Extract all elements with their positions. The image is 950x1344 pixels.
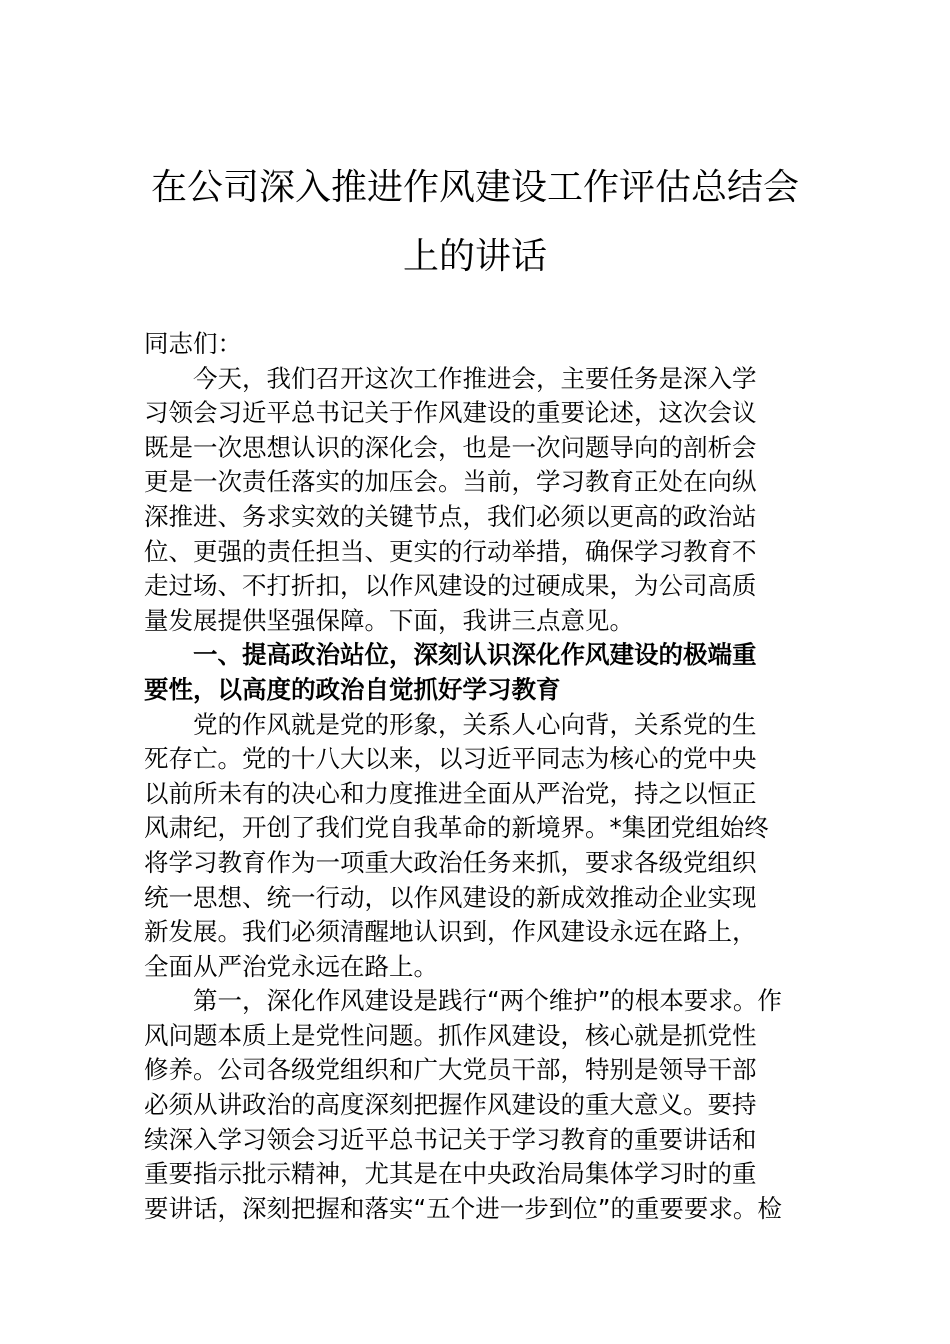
body-line: 死存亡。党的十八大以来，以习近平同志为核心的党中央 <box>144 744 757 774</box>
body-line: 风肃纪，开创了我们党自我革命的新境界。*集团党组始终 <box>144 813 769 843</box>
body-line: 续深入学习领会习近平总书记关于学习教育的重要讲话和 <box>144 1124 757 1154</box>
body-line: 必须从讲政治的高度深刻把握作风建设的重大意义。要持 <box>144 1090 757 1120</box>
document-title-line-2: 上的讲话 <box>402 236 547 277</box>
body-line: 走过场、不打折扣，以作风建设的过硬成果，为公司高质 <box>144 571 757 601</box>
body-line: 第一，深化作风建设是践行“两个维护”的根本要求。作 <box>193 986 782 1016</box>
body-line: 既是一次思想认识的深化会，也是一次问题导向的剖析会 <box>144 432 757 462</box>
body-line: 全面从严治党永远在路上。 <box>144 951 438 981</box>
body-line: 新发展。我们必须清醒地认识到，作风建设永远在路上， <box>144 917 757 947</box>
document-title-line-1: 在公司深入推进作风建设工作评估总结会 <box>150 167 799 208</box>
body-line: 以前所未有的决心和力度推进全面从严治党，持之以恒正 <box>144 778 757 808</box>
body-line: 同志们： <box>144 329 242 358</box>
body-line: 风问题本质上是党性问题。抓作风建设，核心就是抓党性 <box>144 1020 757 1050</box>
body-line: 修养。公司各级党组织和广大党员干部，特别是领导干部 <box>144 1055 757 1085</box>
body-line: 党的作风就是党的形象，关系人心向背，关系党的生 <box>193 709 757 739</box>
body-line: 重要指示批示精神，尤其是在中央政治局集体学习时的重 <box>144 1159 757 1189</box>
body-line: 今天，我们召开这次工作推进会，主要任务是深入学 <box>193 363 757 393</box>
body-line: 一、提高政治站位，深刻认识深化作风建设的极端重 <box>193 640 757 670</box>
document-body <box>144 327 824 1226</box>
body-line: 将学习教育作为一项重大政治任务来抓，要求各级党组织 <box>144 847 757 877</box>
body-line: 更是一次责任落实的加压会。当前，学习教育正处在向纵 <box>144 467 757 497</box>
body-line: 统一思想、统一行动，以作风建设的新成效推动企业实现 <box>144 882 757 912</box>
body-line: 量发展提供坚强保障。下面，我讲三点意见。 <box>144 605 634 635</box>
body-line: 要讲话，深刻把握和落实“五个进一步到位”的重要要求。检 <box>144 1193 782 1223</box>
body-line: 深推进、务求实效的关键节点，我们必须以更高的政治站 <box>144 501 757 531</box>
body-line: 习领会习近平总书记关于作风建设的重要论述，这次会议 <box>144 398 757 428</box>
body-line: 要性，以高度的政治自觉抓好学习教育 <box>144 674 561 704</box>
body-line: 位、更强的责任担当、更实的行动举措，确保学习教育不 <box>144 536 757 566</box>
